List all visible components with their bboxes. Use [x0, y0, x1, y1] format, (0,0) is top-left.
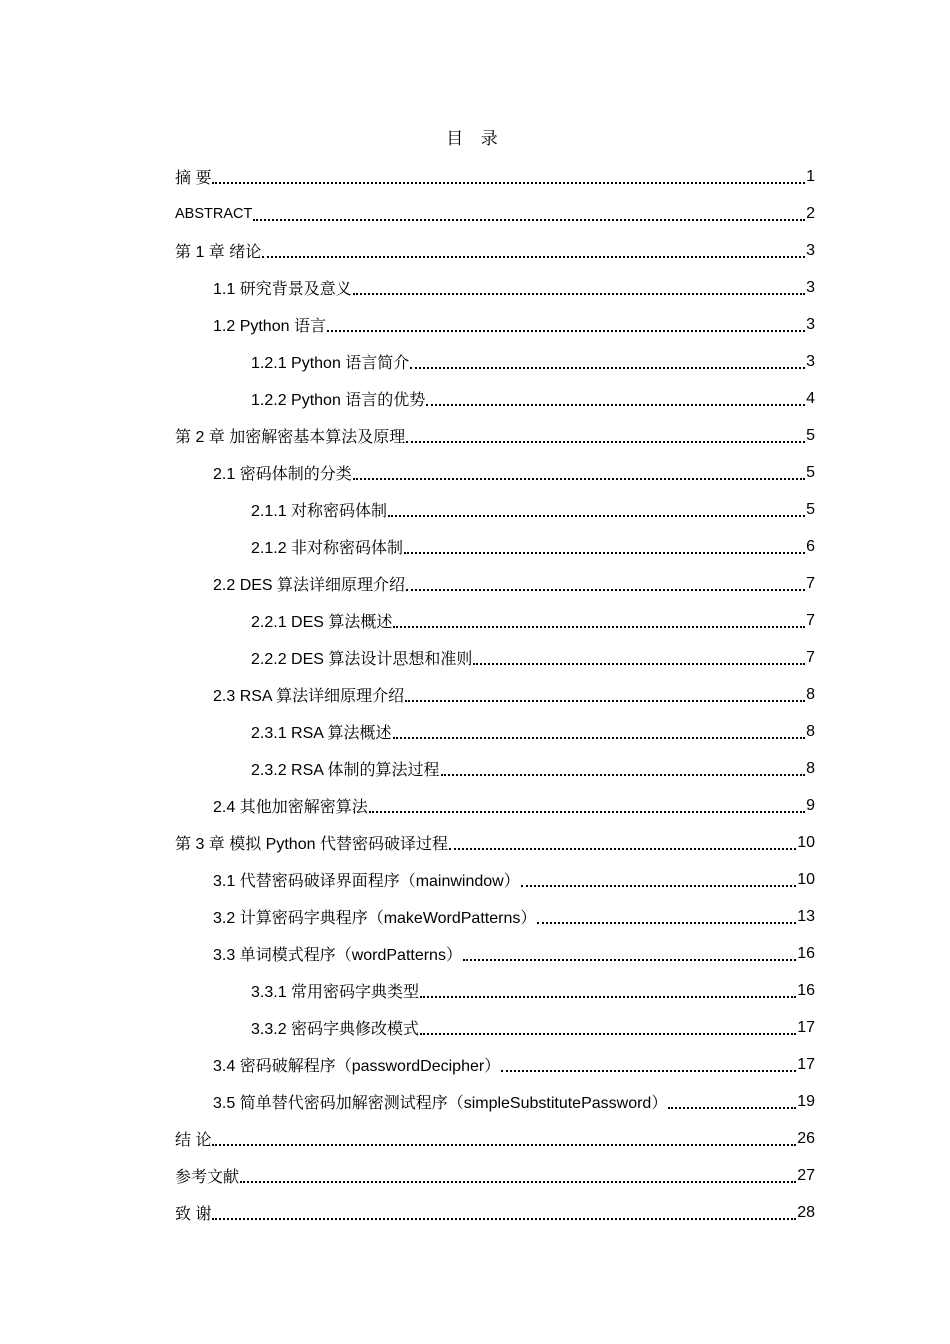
toc-entry-label: 2.2 DES 算法详细原理介绍	[213, 577, 406, 594]
table-of-contents	[0, 158, 950, 1231]
toc-entry-page-number: 5	[806, 426, 815, 444]
dot-leader	[668, 1089, 796, 1109]
dot-leader	[449, 830, 796, 850]
toc-entry-page-number: 4	[806, 389, 815, 407]
toc-entry[interactable]	[0, 417, 950, 454]
dot-leader	[405, 682, 805, 702]
dot-leader	[410, 349, 805, 369]
toc-entry-page-number: 28	[797, 1203, 815, 1221]
toc-entry[interactable]	[0, 269, 950, 306]
toc-entry-label: 2.3 RSA 算法详细原理介绍	[213, 688, 405, 705]
dot-leader	[537, 904, 796, 924]
toc-entry-label: 致 谢	[175, 1206, 212, 1223]
toc-entry-label: 2.3.2 RSA 体制的算法过程	[251, 762, 440, 779]
toc-entry-label: 3.2 计算密码字典程序（makeWordPatterns）	[213, 910, 537, 927]
toc-entry[interactable]	[0, 491, 950, 528]
toc-entry-page-number: 8	[806, 759, 815, 777]
toc-entry[interactable]	[0, 676, 950, 713]
dot-leader	[393, 719, 806, 739]
toc-entry[interactable]	[0, 1046, 950, 1083]
dot-leader	[473, 645, 805, 665]
dot-leader	[404, 534, 805, 554]
toc-entry[interactable]	[0, 898, 950, 935]
toc-entry[interactable]	[0, 713, 950, 750]
dot-leader	[327, 312, 805, 332]
dot-leader	[212, 164, 805, 184]
toc-entry-label: ABSTRACT	[175, 205, 253, 222]
dot-leader	[353, 460, 805, 480]
toc-entry[interactable]	[0, 824, 950, 861]
toc-entry-page-number: 13	[797, 907, 815, 925]
dot-leader	[521, 867, 796, 887]
dot-leader	[212, 1126, 796, 1146]
toc-entry[interactable]	[0, 454, 950, 491]
toc-entry[interactable]	[0, 602, 950, 639]
toc-entry-page-number: 7	[806, 574, 815, 592]
toc-entry-label: 1.2.2 Python 语言的优势	[251, 392, 426, 409]
toc-entry[interactable]	[0, 861, 950, 898]
toc-entry-page-number: 1	[806, 167, 815, 185]
toc-entry[interactable]	[0, 565, 950, 602]
dot-leader	[240, 1163, 796, 1183]
toc-entry-label: 3.3 单词模式程序（wordPatterns）	[213, 947, 462, 964]
toc-entry-page-number: 8	[806, 722, 815, 740]
toc-entry-page-number: 8	[806, 685, 815, 703]
toc-entry-label: 1.2.1 Python 语言简介	[251, 355, 410, 372]
dot-leader	[406, 423, 805, 443]
toc-entry-label: 2.1.2 非对称密码体制	[251, 540, 404, 557]
toc-entry-label: 2.2.1 DES 算法概述	[251, 614, 393, 631]
toc-entry-page-number: 27	[797, 1166, 815, 1184]
toc-entry[interactable]	[0, 639, 950, 676]
dot-leader	[426, 386, 805, 406]
toc-entry-label: 3.3.1 常用密码字典类型	[251, 984, 420, 1001]
toc-entry[interactable]	[0, 306, 950, 343]
toc-title: 目 录	[446, 129, 504, 149]
toc-entry-page-number: 17	[797, 1055, 815, 1073]
toc-entry-label: 1.1 研究背景及意义	[213, 281, 352, 298]
toc-entry-page-number: 6	[806, 537, 815, 555]
toc-entry-page-number: 19	[797, 1092, 815, 1110]
dot-leader	[420, 1015, 796, 1035]
toc-entry-label: 3.5 简单替代密码加解密测试程序（simpleSubstitutePassword）	[213, 1095, 668, 1112]
dot-leader	[253, 201, 805, 221]
toc-entry-label: 1.2 Python 语言	[213, 318, 326, 335]
toc-entry-page-number: 10	[797, 833, 815, 851]
dot-leader	[501, 1052, 796, 1072]
toc-entry-label: 2.1.1 对称密码体制	[251, 503, 388, 520]
dot-leader	[393, 608, 805, 628]
toc-entry-label: 3.4 密码破解程序（passwordDecipher）	[213, 1058, 501, 1075]
toc-entry-label: 第 1 章 绪论	[175, 244, 262, 261]
toc-entry-label: 3.1 代替密码破译界面程序（mainwindow）	[213, 873, 520, 890]
dot-leader	[369, 793, 805, 813]
toc-entry-page-number: 26	[797, 1129, 815, 1147]
toc-entry[interactable]	[0, 158, 950, 195]
toc-entry[interactable]	[0, 1120, 950, 1157]
toc-entry-label: 2.2.2 DES 算法设计思想和准则	[251, 651, 473, 668]
dot-leader	[212, 1200, 796, 1220]
toc-entry-label: 摘 要	[175, 170, 212, 187]
toc-entry-page-number: 3	[806, 315, 815, 333]
toc-entry[interactable]	[0, 1194, 950, 1231]
toc-entry-label: 第 3 章 模拟 Python 代替密码破译过程	[175, 836, 448, 853]
toc-entry-page-number: 10	[797, 870, 815, 888]
toc-entry-label: 结 论	[175, 1132, 212, 1149]
toc-entry[interactable]	[0, 750, 950, 787]
toc-entry-page-number: 5	[806, 500, 815, 518]
toc-entry-label: 3.3.2 密码字典修改模式	[251, 1021, 420, 1038]
toc-entry[interactable]	[0, 343, 950, 380]
toc-entry-label: 2.1 密码体制的分类	[213, 466, 352, 483]
dot-leader	[262, 238, 805, 258]
toc-entry-label: 2.3.1 RSA 算法概述	[251, 725, 392, 742]
toc-entry-page-number: 9	[806, 796, 815, 814]
toc-entry-page-number: 7	[806, 611, 815, 629]
toc-entry[interactable]	[0, 195, 950, 232]
dot-leader	[388, 497, 805, 517]
toc-entry-page-number: 16	[797, 981, 815, 999]
dot-leader	[463, 941, 796, 961]
toc-entry-page-number: 3	[806, 278, 815, 296]
toc-entry-page-number: 7	[806, 648, 815, 666]
toc-entry[interactable]	[0, 1009, 950, 1046]
toc-entry[interactable]	[0, 1157, 950, 1194]
toc-entry[interactable]	[0, 528, 950, 565]
toc-entry[interactable]	[0, 1083, 950, 1120]
toc-entry-label: 参考文献	[175, 1169, 240, 1186]
toc-entry[interactable]	[0, 380, 950, 417]
dot-leader	[420, 978, 796, 998]
dot-leader	[406, 571, 805, 591]
toc-entry-label: 第 2 章 加密解密基本算法及原理	[175, 429, 406, 446]
toc-entry-label: 2.4 其他加密解密算法	[213, 799, 368, 816]
toc-entry-page-number: 16	[797, 944, 815, 962]
toc-entry[interactable]	[0, 935, 950, 972]
toc-entry-page-number: 5	[806, 463, 815, 481]
toc-entry[interactable]	[0, 787, 950, 824]
toc-entry[interactable]	[0, 232, 950, 269]
toc-entry[interactable]	[0, 972, 950, 1009]
toc-entry-page-number: 3	[806, 352, 815, 370]
dot-leader	[441, 756, 806, 776]
toc-entry-page-number: 17	[797, 1018, 815, 1036]
toc-entry-page-number: 3	[806, 241, 815, 259]
dot-leader	[353, 275, 805, 295]
toc-entry-page-number: 2	[806, 204, 815, 222]
